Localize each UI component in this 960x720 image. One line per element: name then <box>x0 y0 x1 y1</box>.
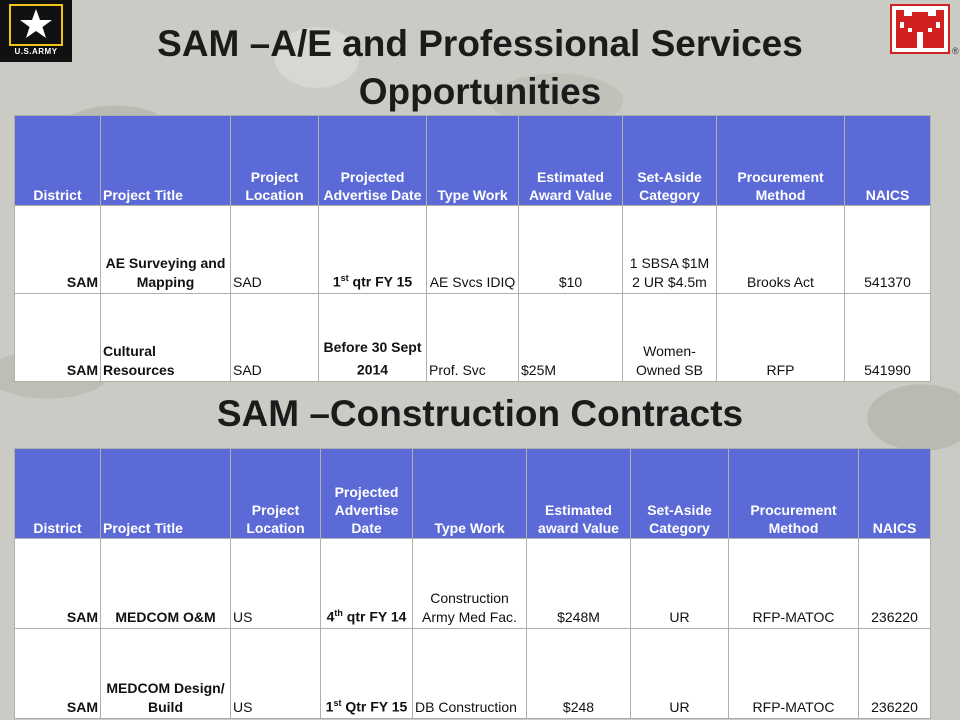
cell-naics: 236220 <box>859 539 931 629</box>
cell-set-aside: UR <box>631 629 729 719</box>
cell-set-aside: Women- Owned SB <box>623 294 717 382</box>
cell-type-work: AE Svcs IDIQ <box>427 206 519 294</box>
col-header-project-location: Project Location <box>231 449 321 539</box>
army-wordmark: U.S.ARMY <box>14 47 58 56</box>
usace-castle-icon <box>892 6 948 52</box>
cell-district: SAM <box>15 294 101 382</box>
cell-location: SAD <box>231 294 319 382</box>
cell-advertise-date: 1st Qtr FY 15 <box>321 629 413 719</box>
cell-project-title: AE Surveying and Mapping <box>101 206 231 294</box>
table-row <box>15 539 931 629</box>
cell-procurement-method: RFP-MATOC <box>729 539 859 629</box>
registered-mark: ® <box>952 46 959 56</box>
col-header-award-value: Estimated award Value <box>527 449 631 539</box>
construction-contracts-table <box>14 448 931 719</box>
cell-award-value: $10 <box>519 206 623 294</box>
cell-award-value: $248M <box>527 539 631 629</box>
page-title-ae-services: SAM –A/E and Professional Services Opportunities <box>157 23 803 112</box>
col-header-naics: NAICS <box>859 449 931 539</box>
cell-district: SAM <box>15 539 101 629</box>
cell-location: US <box>231 539 321 629</box>
col-header-set-aside: Set-Aside Category <box>623 116 717 206</box>
cell-set-aside: 1 SBSA $1M 2 UR $4.5m <box>623 206 717 294</box>
cell-type-work: DB Construction <box>413 629 527 719</box>
col-header-naics: NAICS <box>845 116 931 206</box>
cell-procurement-method: RFP-MATOC <box>729 629 859 719</box>
cell-location: SAD <box>231 206 319 294</box>
ae-opportunities-table <box>14 115 931 382</box>
table-row <box>15 294 931 382</box>
col-header-set-aside: Set-Aside Category <box>631 449 729 539</box>
cell-project-title: MEDCOM O&M <box>101 539 231 629</box>
cell-location: US <box>231 629 321 719</box>
col-header-district: District <box>15 449 101 539</box>
cell-district: SAM <box>15 206 101 294</box>
cell-type-work: Prof. Svc <box>427 294 519 382</box>
cell-award-value: $248 <box>527 629 631 719</box>
col-header-project-title: Project Title <box>101 116 231 206</box>
table-row <box>15 206 931 294</box>
col-header-type-work: Type Work <box>413 449 527 539</box>
col-header-advertise-date: Projected Advertise Date <box>319 116 427 206</box>
cell-type-work: Construction Army Med Fac. <box>413 539 527 629</box>
table-header-row <box>15 116 931 206</box>
cell-naics: 541370 <box>845 206 931 294</box>
col-header-award-value: Estimated Award Value <box>519 116 623 206</box>
page-title-construction: SAM –Construction Contracts <box>216 393 744 434</box>
col-header-project-location: Project Location <box>231 116 319 206</box>
army-star-icon <box>8 3 64 47</box>
table-header-row <box>15 449 931 539</box>
cell-naics: 541990 <box>845 294 931 382</box>
col-header-type-work: Type Work <box>427 116 519 206</box>
cell-naics: 236220 <box>859 629 931 719</box>
cell-procurement-method: RFP <box>717 294 845 382</box>
cell-project-title: MEDCOM Design/ Build <box>101 629 231 719</box>
col-header-project-title: Project Title <box>101 449 231 539</box>
cell-advertise-date: Before 30 Sept 2014 <box>319 294 427 382</box>
cell-project-title: Cultural Resources <box>101 294 231 382</box>
cell-district: SAM <box>15 629 101 719</box>
col-header-advertise-date: Projected Advertise Date <box>321 449 413 539</box>
cell-procurement-method: Brooks Act <box>717 206 845 294</box>
cell-advertise-date: 1st qtr FY 15 <box>319 206 427 294</box>
col-header-procurement-method: Procurement Method <box>717 116 845 206</box>
cell-award-value: $25M <box>519 294 623 382</box>
col-header-district: District <box>15 116 101 206</box>
col-header-procurement-method: Procurement Method <box>729 449 859 539</box>
cell-set-aside: UR <box>631 539 729 629</box>
table-row <box>15 629 931 719</box>
cell-advertise-date: 4th qtr FY 14 <box>321 539 413 629</box>
